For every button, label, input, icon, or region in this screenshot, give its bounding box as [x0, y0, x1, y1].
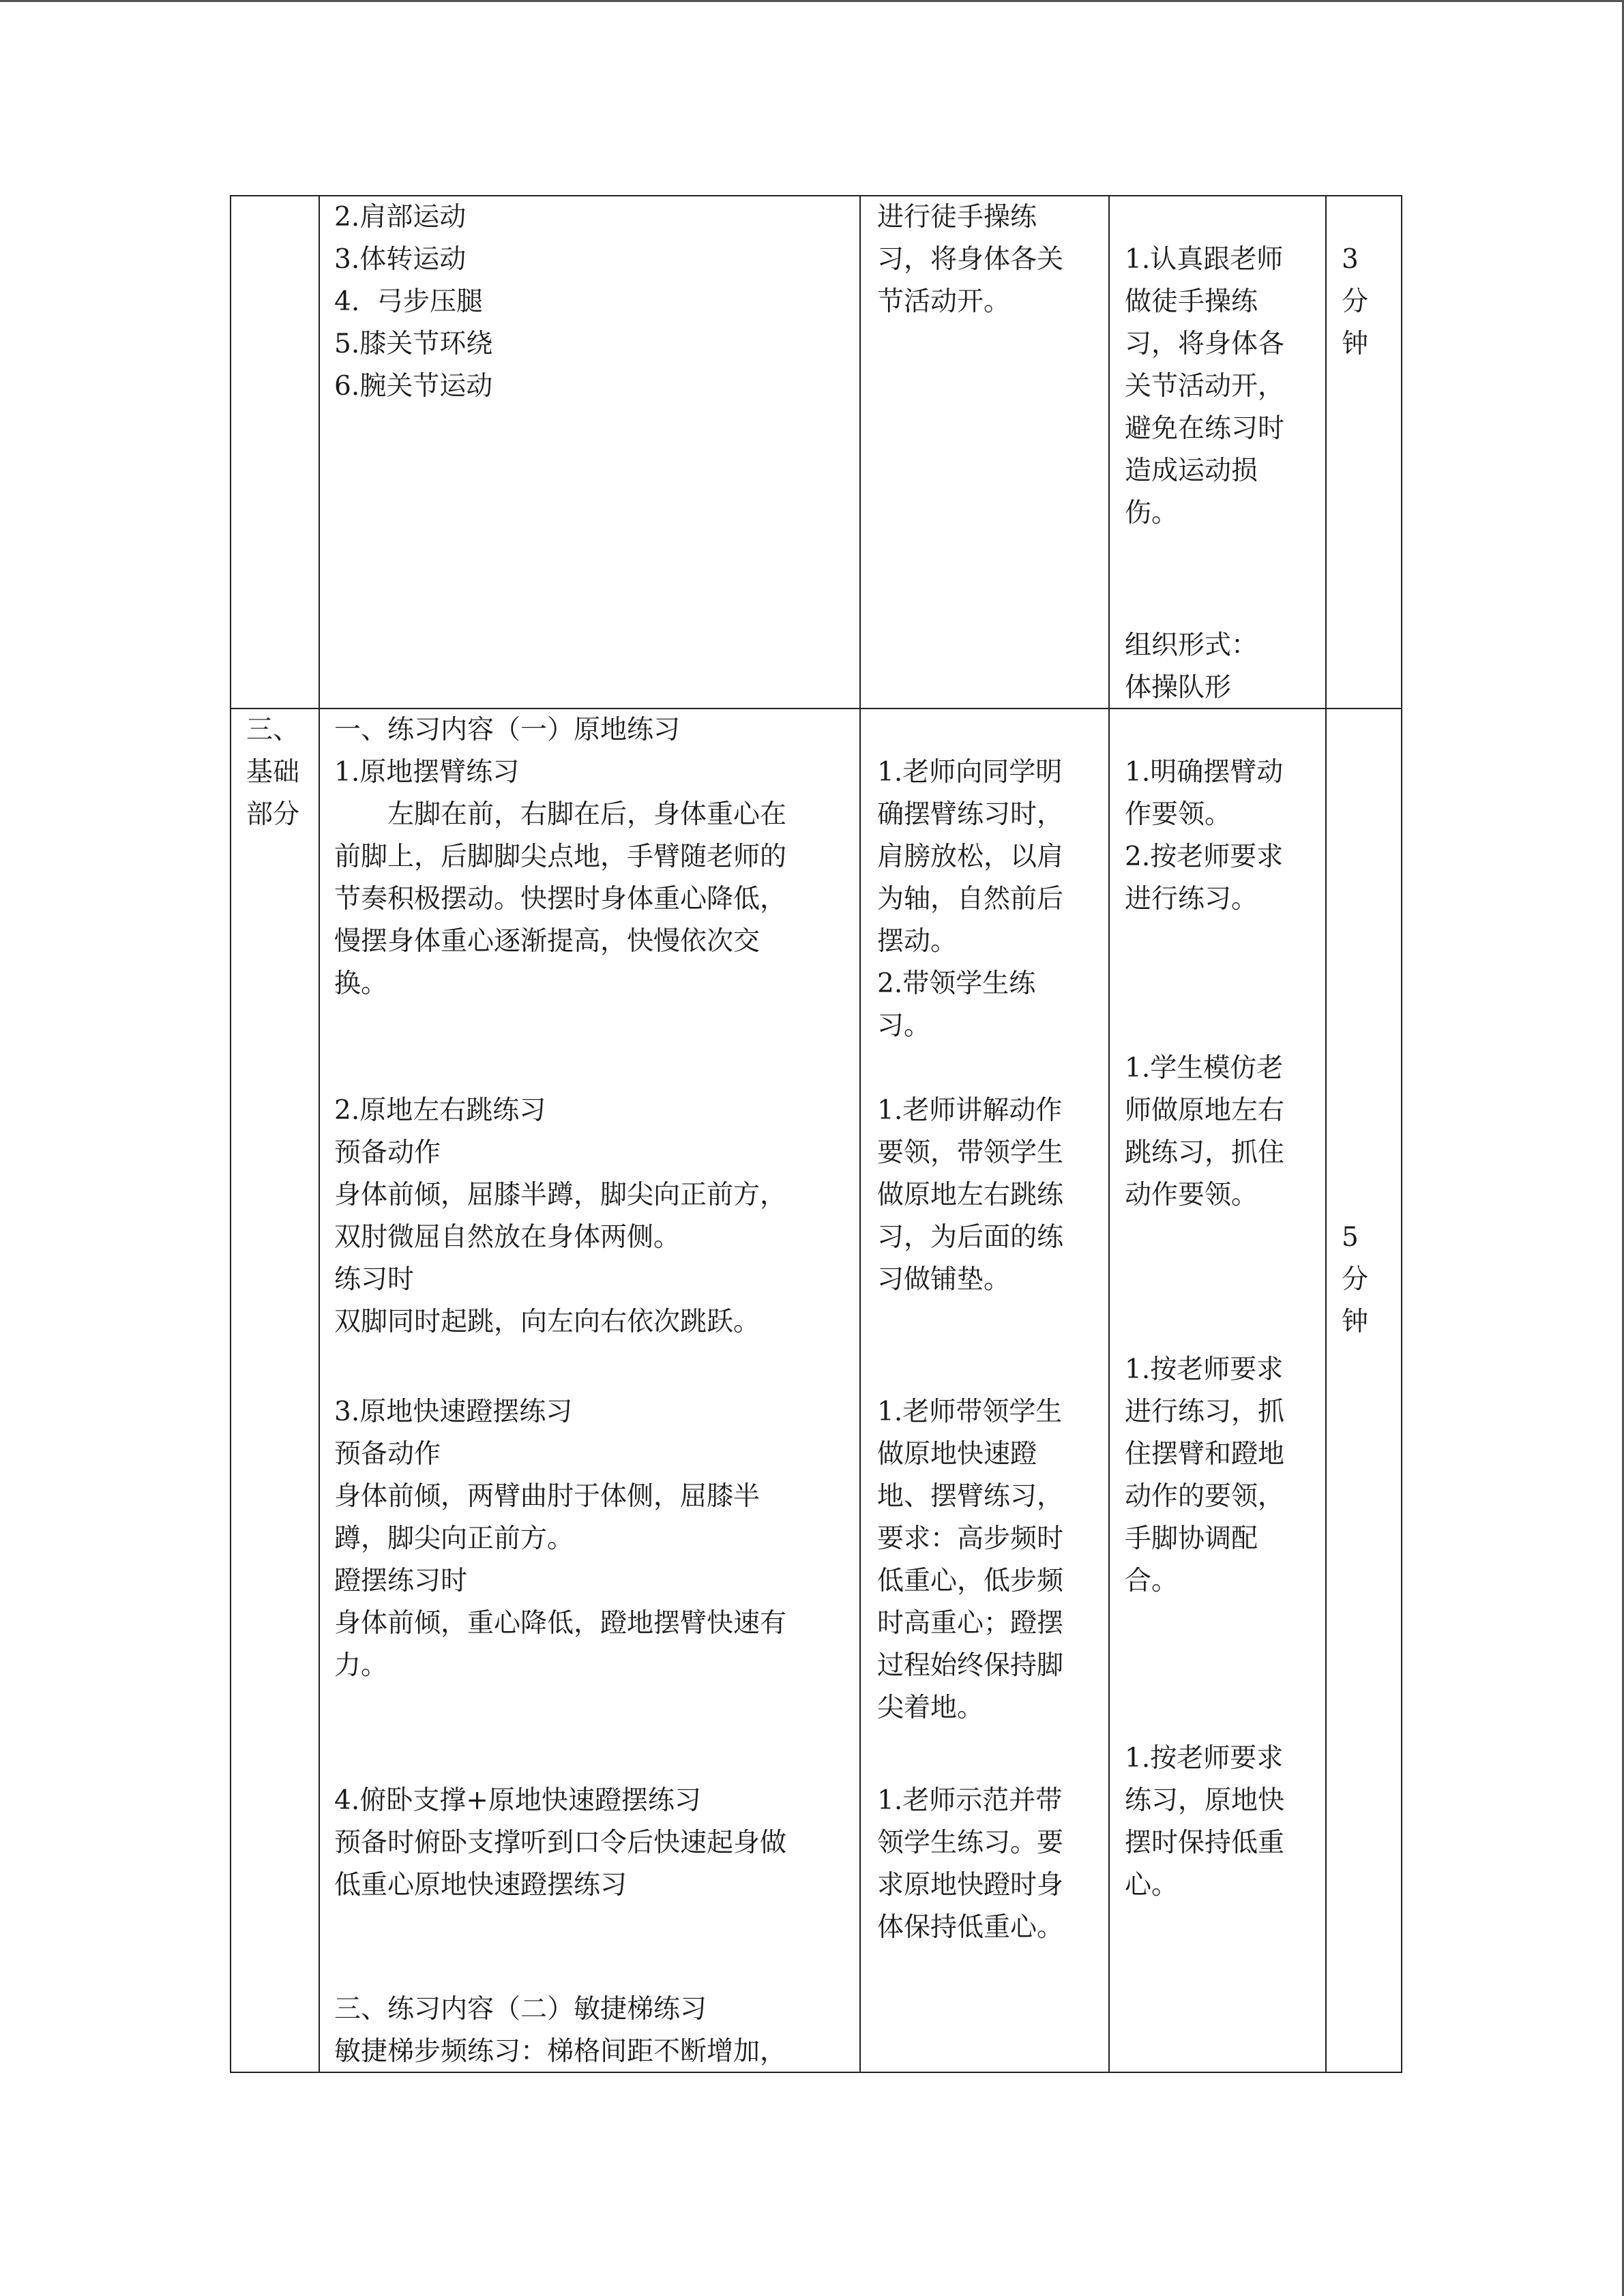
student-line: 进行练习，抓 [1125, 1397, 1285, 1427]
time-cell-basic [1326, 709, 1402, 2072]
teacher-line: 节活动开。 [877, 286, 1011, 317]
exercise-title: 3.原地快速蹬摆练习 [334, 1397, 573, 1427]
content-line: 前脚上，后脚脚尖点地，手臂随老师的 [334, 841, 787, 872]
student-line: 伤。 [1125, 498, 1179, 528]
content-line: 低重心原地快速蹬摆练习 [334, 1870, 628, 1900]
student-line: 1.明确摆臂动 [1125, 757, 1284, 788]
time-unit: 分 [1342, 1264, 1369, 1295]
student-line: 心。 [1125, 1870, 1179, 1900]
content-line: 预备动作 [334, 1137, 441, 1168]
teacher-line: 习，为后面的练 [877, 1222, 1064, 1253]
student-line: 手脚协调配 [1125, 1523, 1258, 1554]
student-line: 练习，原地快 [1125, 1785, 1285, 1816]
organization-value: 体操队形 [1125, 672, 1232, 703]
student-line: 关节活动开， [1125, 371, 1285, 402]
student-cell-basic [1109, 709, 1326, 2072]
time-value: 5 [1342, 1222, 1359, 1253]
teacher-line: 摆动。 [877, 926, 958, 957]
student-line: 进行练习。 [1125, 884, 1258, 914]
student-line: 跳练习，抓住 [1125, 1137, 1285, 1168]
student-line: 1.学生模仿老 [1125, 1053, 1284, 1084]
time-unit: 钟 [1342, 329, 1369, 359]
section-cell-basic [231, 709, 319, 2072]
teacher-line: 低重心，低步频 [877, 1566, 1064, 1596]
time-unit: 分 [1342, 286, 1369, 317]
time-cell-warmup [1326, 196, 1402, 709]
content-line: 双肘微屈自然放在身体两侧。 [334, 1222, 681, 1253]
teacher-line: 地、摆臂练习， [877, 1481, 1064, 1512]
student-line: 习，将身体各 [1125, 329, 1285, 359]
section-label: 部分 [246, 799, 300, 830]
student-line: 作要领。 [1125, 799, 1232, 830]
lesson-plan-table [230, 195, 1402, 2073]
content-line: 5.膝关节环绕 [334, 329, 493, 359]
teacher-line: 1.老师带领学生 [877, 1397, 1063, 1427]
content-line: 3.体转运动 [334, 244, 467, 275]
content-line: 换。 [334, 968, 388, 999]
content-cell-warmup [319, 196, 860, 709]
teacher-line: 领学生练习。要 [877, 1828, 1064, 1858]
student-line: 做徒手操练 [1125, 286, 1258, 317]
student-line: 造成运动损 [1125, 456, 1258, 486]
content-line: 4. 弓步压腿 [334, 286, 484, 317]
student-line: 师做原地左右 [1125, 1095, 1285, 1126]
content-line: 蹬摆练习时 [334, 1566, 468, 1596]
content-line: 蹲，脚尖向正前方。 [334, 1523, 574, 1554]
teacher-line: 求原地快蹬时身 [877, 1870, 1064, 1900]
content-line: 6.腕关节运动 [334, 371, 493, 402]
teacher-line: 为轴，自然前后 [877, 884, 1064, 914]
content-line: 预备时俯卧支撑听到口令后快速起身做 [334, 1828, 787, 1858]
student-line: 合。 [1125, 1566, 1179, 1596]
teacher-line: 要求：高步频时 [877, 1523, 1064, 1554]
content-line: 敏捷梯步频练习：梯格间距不断增加， [334, 2036, 787, 2067]
content-line: 力。 [334, 1650, 388, 1681]
teacher-cell-basic [860, 709, 1109, 2072]
student-line: 1.认真跟老师 [1125, 244, 1284, 275]
section-cell-empty [231, 196, 319, 709]
organization-label: 组织形式： [1125, 630, 1258, 661]
exercise-title: 三、练习内容（二）敏捷梯练习 [334, 1994, 707, 2025]
content-line: 节奏积极摆动。快摆时身体重心降低， [334, 884, 787, 914]
content-line: 身体前倾，重心降低，蹬地摆臂快速有 [334, 1608, 787, 1639]
teacher-line: 习，将身体各关 [877, 244, 1064, 275]
content-line: 练习时 [334, 1264, 415, 1295]
teacher-line: 时高重心；蹬摆 [877, 1608, 1064, 1639]
content-line: 身体前倾，屈膝半蹲，脚尖向正前方， [334, 1180, 787, 1210]
teacher-line: 做原地左右跳练 [877, 1180, 1064, 1210]
teacher-line: 要领，带领学生 [877, 1137, 1064, 1168]
content-line: 身体前倾，两臂曲肘于体侧，屈膝半 [334, 1481, 761, 1512]
section-label: 三、 [246, 715, 300, 745]
student-line: 动作要领。 [1125, 1180, 1258, 1210]
student-line: 1.按老师要求 [1125, 1743, 1284, 1774]
teacher-line: 体保持低重心。 [877, 1912, 1064, 1943]
teacher-cell-warmup [860, 196, 1109, 709]
content-heading: 一、练习内容（一）原地练习 [334, 715, 681, 745]
content-line: 2.肩部运动 [334, 202, 467, 233]
content-line: 左脚在前，右脚在后，身体重心在 [387, 799, 787, 830]
content-line: 慢摆身体重心逐渐提高，快慢依次交 [334, 926, 761, 957]
content-line: 预备动作 [334, 1439, 441, 1470]
teacher-line: 2.带领学生练 [877, 968, 1036, 999]
teacher-line: 1.老师向同学明 [877, 757, 1063, 788]
teacher-line: 1.老师示范并带 [877, 1785, 1063, 1816]
table-row-warmup [231, 196, 1402, 709]
student-cell-warmup [1109, 196, 1326, 709]
student-line: 2.按老师要求 [1125, 841, 1284, 872]
teacher-line: 1.老师讲解动作 [877, 1095, 1063, 1126]
teacher-line: 过程始终保持脚 [877, 1650, 1064, 1681]
exercise-title: 1.原地摆臂练习 [334, 757, 520, 788]
time-unit: 钟 [1342, 1307, 1369, 1337]
content-line: 双脚同时起跳，向左向右依次跳跃。 [334, 1307, 761, 1337]
teacher-line: 习做铺垫。 [877, 1264, 1011, 1295]
time-value: 3 [1342, 244, 1359, 275]
teacher-line: 习。 [877, 1011, 931, 1041]
page-top-border [0, 0, 1624, 2]
student-line: 避免在练习时 [1125, 413, 1285, 444]
content-cell-basic [319, 709, 860, 2072]
student-line: 1.按老师要求 [1125, 1354, 1284, 1385]
student-line: 住摆臂和蹬地 [1125, 1439, 1285, 1470]
teacher-line: 确摆臂练习时， [877, 799, 1064, 830]
table-row-basic [231, 709, 1402, 2072]
teacher-line: 肩膀放松，以肩 [877, 841, 1064, 872]
section-label: 基础 [246, 757, 300, 788]
teacher-line: 进行徒手操练 [877, 202, 1037, 233]
teacher-line: 做原地快速蹬 [877, 1439, 1037, 1470]
student-line: 摆时保持低重 [1125, 1828, 1285, 1858]
exercise-title: 4.俯卧支撑+原地快速蹬摆练习 [334, 1785, 701, 1816]
student-line: 动作的要领， [1125, 1481, 1285, 1512]
exercise-title: 2.原地左右跳练习 [334, 1095, 546, 1126]
teacher-line: 尖着地。 [877, 1693, 984, 1723]
